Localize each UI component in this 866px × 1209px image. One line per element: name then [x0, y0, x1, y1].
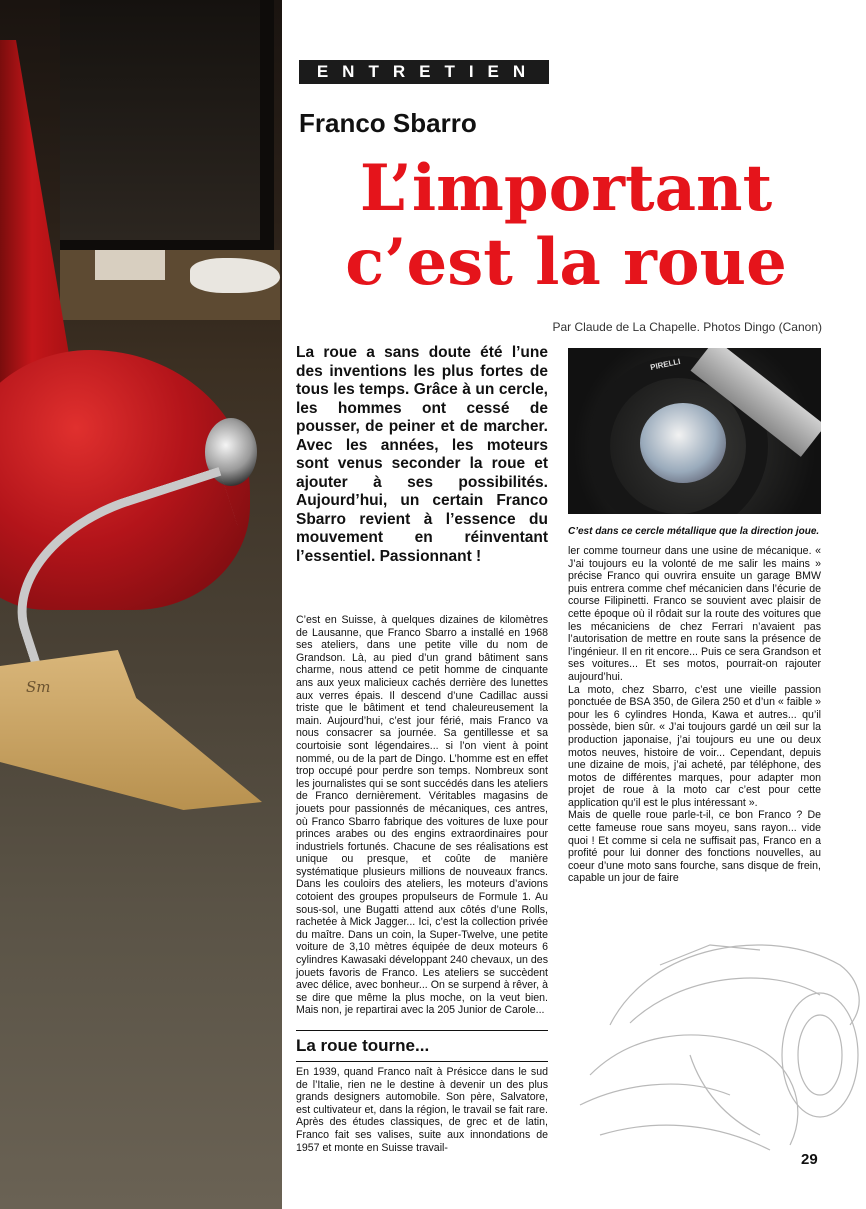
subhead: La roue tourne... — [296, 1036, 430, 1055]
column-2-text — [568, 545, 821, 885]
inset-photo-wheel — [568, 348, 821, 514]
column-2-paragraph-3: Mais de quelle roue parle-t-il, ce bon Franco ? De cette fameuse roue sans moyeu, sans rayon... vide quoi ! Et comme si cela ne suffisait pas, Franco en a profité pour lui donner des fonctions nouvelles, au coeur d’une moto sans fourche, sans disque de frein, capable un jour de faire — [568, 809, 821, 885]
metal-ring — [640, 403, 726, 483]
column-2-paragraph-1: ler comme tourneur dans une usine de mécanique. « J’ai toujours eu la volonté de me salir les mains » précise Franco qui ouvrira ensuite un garage BMW puis entrera comme chef mécanicien dans l’écurie de course Filipinetti. Franco se souvient avec plaisir de cette époque où il rôdait sur la route des voitures que les mécaniciens de chez Ferrari n’avaient pas l’autorisation de mettre en route sans la présence de l’ingénieur. Il en rit encore... Puis ce sera Grandson et ses voitures... Et ses motos, pourrait-on rajouter aujourd’hui. — [568, 545, 821, 683]
headline-line-1: L’important — [359, 151, 773, 226]
inset-caption: C’est dans ce cercle métallique que la direction joue. — [568, 526, 820, 537]
section-label-text: ENTRETIEN — [316, 62, 540, 81]
subhead-rule-bottom — [296, 1061, 548, 1062]
column-1-continued-paragraph: En 1939, quand Franco naît à Présicce dans le sud de l’Italie, rien ne le destine à devenir un des plus grands designers automobile. Son père, Salvatore, est cultivateur et, dans la région, le travail se fait rare. Après des études classiques, de grec et de latin, Franco fait ses valises, suite aux innondations de 1957 et monte en Suisse travail- — [296, 1066, 548, 1154]
cardboard-box — [95, 250, 165, 280]
script-logo-mark: Sm — [26, 678, 51, 696]
white-cloth — [190, 258, 280, 293]
section-label — [299, 60, 549, 84]
workshop-window — [60, 0, 274, 250]
column-1-text — [296, 614, 548, 1017]
gold-body-panel — [0, 650, 262, 810]
subhead-rule-top — [296, 1030, 548, 1031]
motorcycle-sketch — [570, 905, 866, 1165]
lede-paragraph: La roue a sans doute été l’une des inventions les plus fortes de tous les temps. Grâce à un cercle, les hommes ont cessé de pousser, de peiner et de marcher. Avec les années, les moteurs sont venus seconder la roue et ajouter à ses possibilités. Aujourd’hui, un certain Franco Sbarro revient à l’essence du mouvement en réinventant l’essentiel. Passionnant ! — [296, 344, 548, 565]
column-1-continued — [296, 1066, 548, 1154]
subject-name: Franco Sbarro — [299, 108, 477, 138]
headline — [296, 152, 836, 300]
column-1-paragraph: C’est en Suisse, à quelques dizaines de kilomètres de Lausanne, que Franco Sbarro a installé en 1968 ses ateliers, dans une petite ville du nom de Grandson. Là, au pied d’un grand bâtiment sans charme, nous attend ce petit homme de cinquante ans aux yeux malicieux cachés derrière des lunettes aux verres épais. Il descend d’une Cadillac aussi triste que le bâtiment et tend chaleureusement la main. Aujourd’hui, c’est jour férié, mais Franco va nous consacrer sa journée. Sa gentillesse et sa courtoisie sont légendaires... si l’on vient à point nommé, ou de la part de Dingo. L’homme est en effet trop occupé pour perdre son temps. Nombreux sont les journalistes qui se sont succédés dans les ateliers de Franco dernièrement. Véritables magasins de jouets pour passionnés de mécaniques, ces antres, où Franco Sbarro fabrique des voitures de luxe pour princes arabes ou des engins extraordinaires pour industriels fortunés. Chacune de ses réalisations est unique ou presque, et coûte de manière systématique plusieurs millions de nouveaux francs. Dans les couloirs des ateliers, les moteurs d’avions cotoient des groupes propulseurs de Formule 1. Au sous-sol, une Bugatti attend aux côtés d’une Rolls, rachetée à Mick Jagger... Ici, c’est la collection privée du maître. Dans un coin, la Super-Twelve, une petite voiture de 3,10 mètres équipée de deux moteurs 6 cylindres Kawasaki développant 240 chevaux, un des jouets favoris de Franco. Les ateliers se succèdent avec délice, avec bonheur... On se surpend à rêver, à se dire que même la plus moche, on la veut bien. Mais non, je repartirai avec la 205 Junior de Carole... — [296, 614, 548, 1017]
byline: Par Claude de La Chapelle. Photos Dingo (Canon) — [552, 320, 822, 334]
column-2-paragraph-2: La moto, chez Sbarro, c’est une vieille passion ponctuée de BSA 350, de Gilera 250 et d’un « faible » pour les 6 cylindres Honda, Kawa et autres... qu’il possède, bien sûr. « J’ai toujours gardé un œil sur la production japonaise, j’ai toujours eu une ou deux motos neuves, histoire de voir... Cependant, depuis une dizaine de mois, j’ai acheté, par téléphone, des motos de différentes marques, pour adapter mon projet de roue à la moto car c’est pour cette application qu’il est le plus intéressant ». — [568, 683, 821, 809]
cover-photo-red-car — [0, 0, 282, 1209]
headline-line-2: c’est la roue — [345, 225, 787, 300]
page-number: 29 — [801, 1151, 818, 1168]
tire-brand: PIRELLI — [649, 356, 682, 373]
